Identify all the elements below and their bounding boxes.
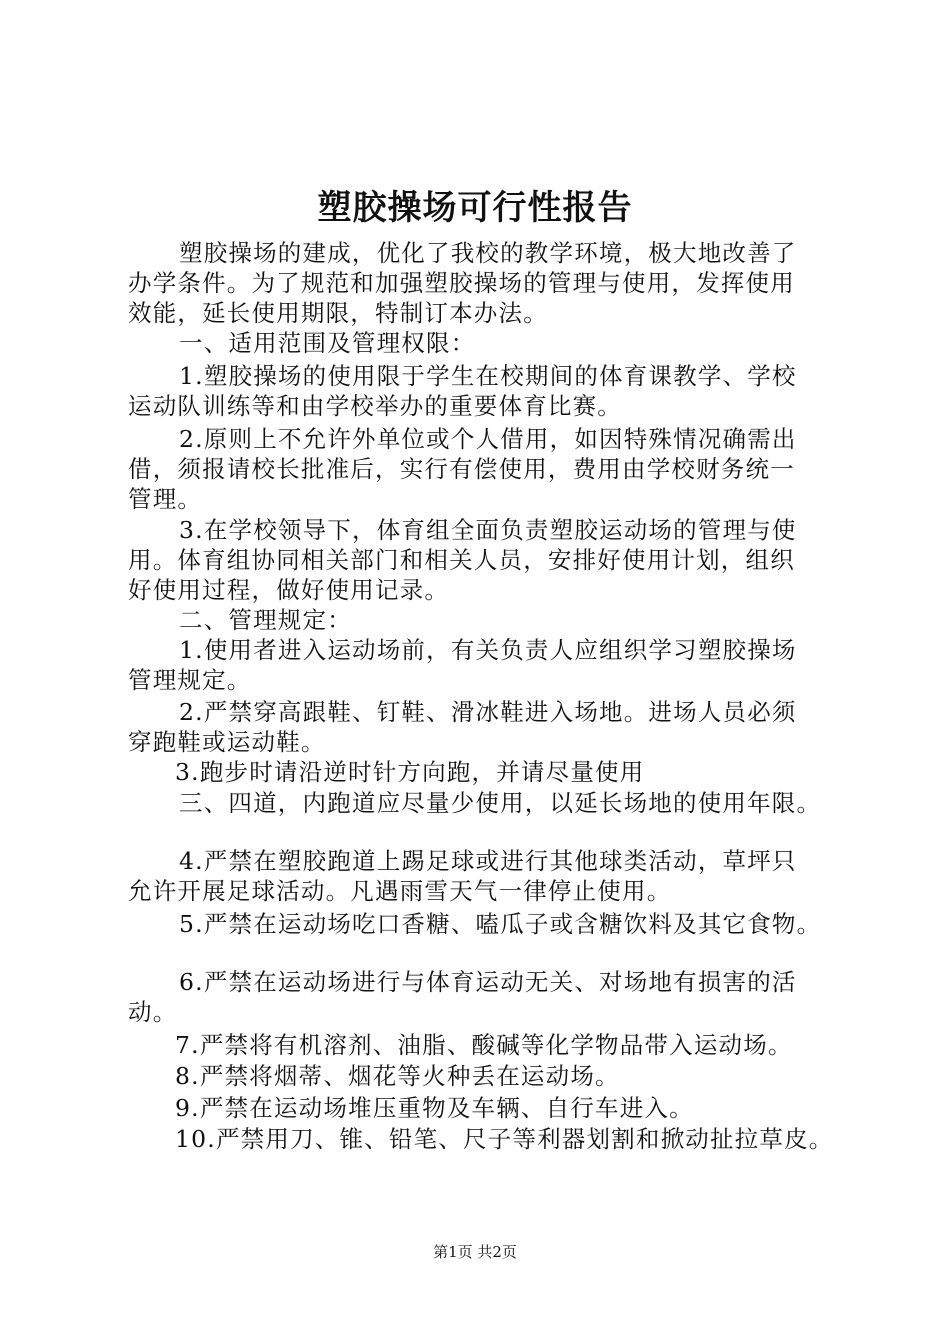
body-line: 效能，延长使用期限，特制订本办法。 bbox=[128, 299, 548, 327]
body-line: 1.使用者进入运动场前，有关负责人应组织学习塑胶操场 bbox=[179, 636, 797, 664]
body-line: 借，须报请校长批准后，实行有偿使用，费用由学校财务统一 bbox=[128, 455, 795, 483]
body-line: 动。 bbox=[128, 998, 178, 1026]
body-line: 7.严禁将有机溶剂、油脂、酸碱等化学物品带入运动场。 bbox=[175, 1031, 793, 1059]
body-line: 2.原则上不允许外单位或个人借用，如因特殊情况确需出 bbox=[179, 425, 797, 453]
page-number: 第1页 共2页 bbox=[433, 1243, 517, 1261]
body-line: 3.跑步时请沿逆时针方向跑，并请尽量使用 bbox=[175, 758, 645, 786]
body-line: 1.塑胶操场的使用限于学生在校期间的体育课教学、学校 bbox=[179, 362, 797, 390]
section-heading: 一、适用范围及管理权限： bbox=[179, 329, 476, 357]
body-line: 用。体育组协同相关部门和相关人员，安排好使用计划，组织 bbox=[128, 546, 795, 574]
body-line: 2.严禁穿高跟鞋、钉鞋、滑冰鞋进入场地。进场人员必须 bbox=[179, 698, 797, 726]
body-line: 3.在学校领导下，体育组全面负责塑胶运动场的管理与使 bbox=[179, 516, 797, 544]
body-line: 运动队训练等和由学校举办的重要体育比赛。 bbox=[128, 392, 622, 420]
body-line: 好使用过程，做好使用记录。 bbox=[128, 576, 450, 604]
body-line: 穿跑鞋或运动鞋。 bbox=[128, 728, 326, 756]
body-line: 办学条件。为了规范和加强塑胶操场的管理与使用，发挥使用 bbox=[128, 269, 795, 297]
body-line: 4.严禁在塑胶跑道上踢足球或进行其他球类活动，草坪只 bbox=[179, 847, 797, 875]
body-line: 三、四道，内跑道应尽量少使用，以延长场地的使用年限。 bbox=[179, 789, 822, 817]
body-line: 6.严禁在运动场进行与体育运动无关、对场地有损害的活 bbox=[179, 968, 797, 996]
body-line: 8.严禁将烟蒂、烟花等火种丢在运动场。 bbox=[175, 1062, 620, 1090]
document-title: 塑胶操场可行性报告 bbox=[317, 188, 633, 228]
body-line: 塑胶操场的建成，优化了我校的教学环境，极大地改善了 bbox=[179, 239, 797, 267]
section-heading: 二、管理规定： bbox=[179, 606, 352, 634]
body-line: 9.严禁在运动场堆压重物及车辆、自行车进入。 bbox=[175, 1094, 694, 1122]
body-line: 10.严禁用刀、锥、铅笔、尺子等利器划割和掀动扯拉草皮。 bbox=[175, 1125, 834, 1153]
body-line: 管理。 bbox=[128, 485, 203, 513]
body-line: 管理规定。 bbox=[128, 666, 252, 694]
body-line: 5.严禁在运动场吃口香糖、嗑瓜子或含糖饮料及其它食物。 bbox=[179, 910, 822, 938]
body-line: 允许开展足球活动。凡遇雨雪天气一律停止使用。 bbox=[128, 877, 672, 905]
